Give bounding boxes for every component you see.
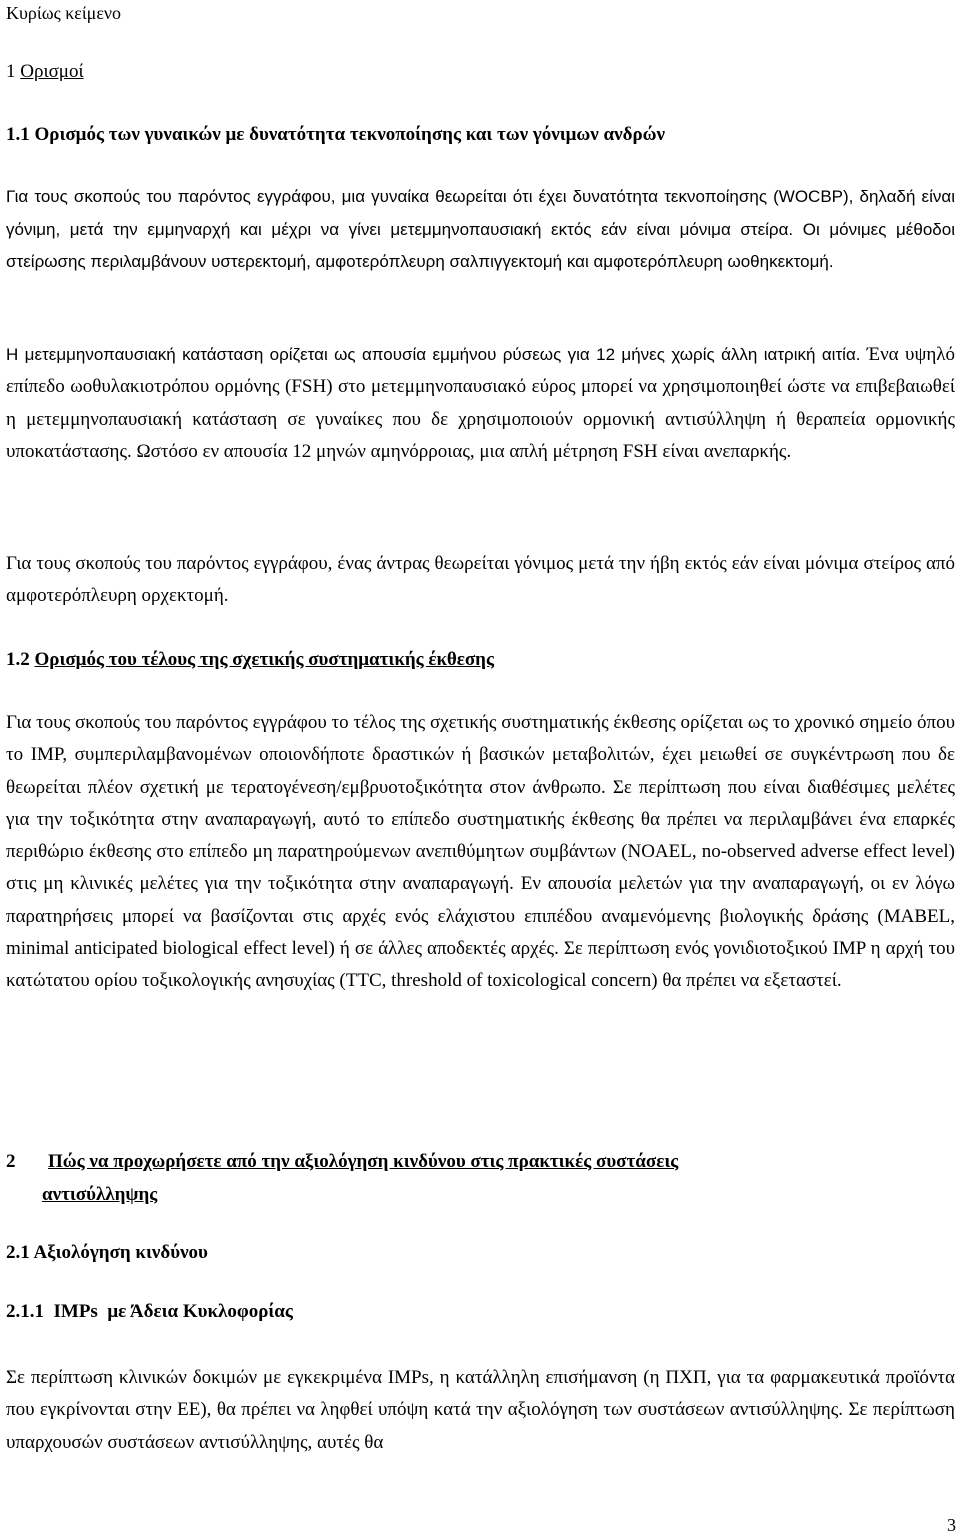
paragraph-postmenopausal-definition: Η μετεμμηνοπαυσιακή κατάσταση ορίζεται ως απουσία εμμήνου ρύσεως για 12 μήνες χωρίς άλλη ιατρική αιτία. <box>6 345 861 364</box>
paragraph-wocbp-definition <box>6 181 955 279</box>
section-1-heading <box>6 60 955 84</box>
paragraph-approved-imps-text: Σε περίπτωση κλινικών δοκιμών με εγκεκριμένα IMPs, η κατάλληλη επισήμανση (η ΠΧΠ, για τα φαρμακευτικά προϊόντα που εγκρίνονται στην ΕΕ), θα πρέπει να ληφθεί υπόψη κατά την αξιολόγηση των συστάσεων αντισύλληψης. <box>6 1367 955 1421</box>
paragraph-existing-recommendations: Σε περίπτωση υπαρχουσών συστάσεων αντισύλληψης, αυτές θα <box>6 1399 955 1453</box>
paragraph-fsh: Ένα υψηλό επίπεδο ωοθυλακιοτρόπου ορμόνης (FSH) στο μετεμμηνοπαυσιακό εύρος μπορεί να χρησιμοποιηθεί ώστε να επιβεβαιωθεί η μετεμμηνοπαυσιακή κατάσταση σε γυναίκες που δε χρησιμοποιούν ορμονική αντισύλληψη ή θεραπεία ορμονικής υποκατάστασης. Ωστόσο εν απουσία 12 μηνών αμηνόρροιας, μια απλή μέτρηση FSH είναι ανεπαρκής. <box>6 344 955 462</box>
section-1-2-number: 1.2 <box>6 649 30 670</box>
paragraph-end-of-exposure: Για τους σκοπούς του παρόντος εγγράφου το τέλος της σχετικής συστηματικής έκθεσης ορίζεται ως το χρονικό σημείο όπου το IMP, συμπεριλαμβανομένων οποιονδήποτε δραστικών ή βασικών μεταβολιτών, έχει μειωθεί σε συγκέντρωση που δε θεωρείται πλέον σχετική με τερατογένεση/εμβρυοτοξικότητα στον άνθρωπο. Σε περίπτωση που είναι διαθέσιμες μελέτες για την τοξικότητα στην αναπαραγωγή, αυτό το επίπεδο συστηματικής έκθεσης θα πρέπει να περιλαμβάνει ένα επαρκές περιθώριο έκθεσης στο επίπεδο μη παρατηρούμενων ανεπιθύμητων συμβάντων (NOAEL, no-observed adverse effect level) στις μη κλινικές μελέτες για την τοξικότητα στην αναπαραγωγή. Εν απουσία μελετών για την αναπαραγωγή, οι εν λόγω παρατηρήσεις μπορεί να βασίζονται στις αρχές ενός ελάχιστου επιπέδου αναμενόμενης βιολογικής δράσης (MABEL, minimal anticipated biological effect level) ή σε άλλες αποδεκτές αρχές. Σε περίπτωση ενός γονιδιοτοξικού IMP η αρχή του κατώτατου ορίου τοξικολογικής ανησυχίας (TTC, threshold of toxicological concern) θα πρέπει να εξεταστεί. <box>6 712 955 992</box>
section-2-1-1-heading: 2.1.1 IMPs με Άδεια Κυκλοφορίας <box>6 1301 293 1322</box>
section-2-heading <box>6 1145 955 1211</box>
section-2-1-heading: 2.1 Αξιολόγηση κινδύνου <box>6 1242 208 1263</box>
top-label: Κυρίως κείμενο <box>6 3 122 23</box>
section-1-number: 1 <box>6 61 16 82</box>
page-number: 3 <box>947 1515 956 1535</box>
section-2-title-line-1: Πώς να προχωρήσετε από την αξιολόγηση κινδύνου στις πρακτικές συστάσεις <box>48 1151 679 1172</box>
section-1-2-heading <box>6 648 955 672</box>
section-1-1-heading: 1.1 Ορισμός των γυναικών με δυνατότητα τεκνοποίησης και των γόνιμων ανδρών <box>6 124 666 145</box>
paragraph-fertile-man: Για τους σκοπούς του παρόντος εγγράφου, ένας άντρας θεωρείται γόνιμος μετά την ήβη εκτός εάν είναι μόνιμα στείρος από αμφοτερόπλευρη ορχεκτομή. <box>6 553 955 607</box>
paragraph-sterilization-methods: Οι μόνιμες μέθοδοι στείρωσης περιλαμβάνουν υστερεκτομή, αμφοτερόπλευρη σαλπιγγεκτομή και αμφοτερόπλευρη ωοθηκεκτομή. <box>6 219 955 271</box>
section-1-title: Ορισμοί <box>20 61 84 82</box>
paragraph-wocbp-definition-text: Για τους σκοπούς του παρόντος εγγράφου, μια γυναίκα θεωρείται ότι έχει δυνατότητα τεκνοποίησης (WOCBP), δηλαδή είναι γόνιμη, μετά την εμμηναρχή και μέχρι να γίνει μετεμμηνοπαυσιακή εκτός εάν είναι μόνιμα στείρα. <box>6 187 955 239</box>
section-1-2-title: Ορισμός του τέλους της σχετικής συστηματικής έκθεσης <box>34 649 494 670</box>
paragraph-postmenopausal <box>6 339 955 468</box>
section-2-number: 2 <box>6 1151 16 1172</box>
section-2-title-line-2: αντισύλληψης <box>42 1184 158 1205</box>
paragraph-approved-imps <box>6 1362 955 1459</box>
